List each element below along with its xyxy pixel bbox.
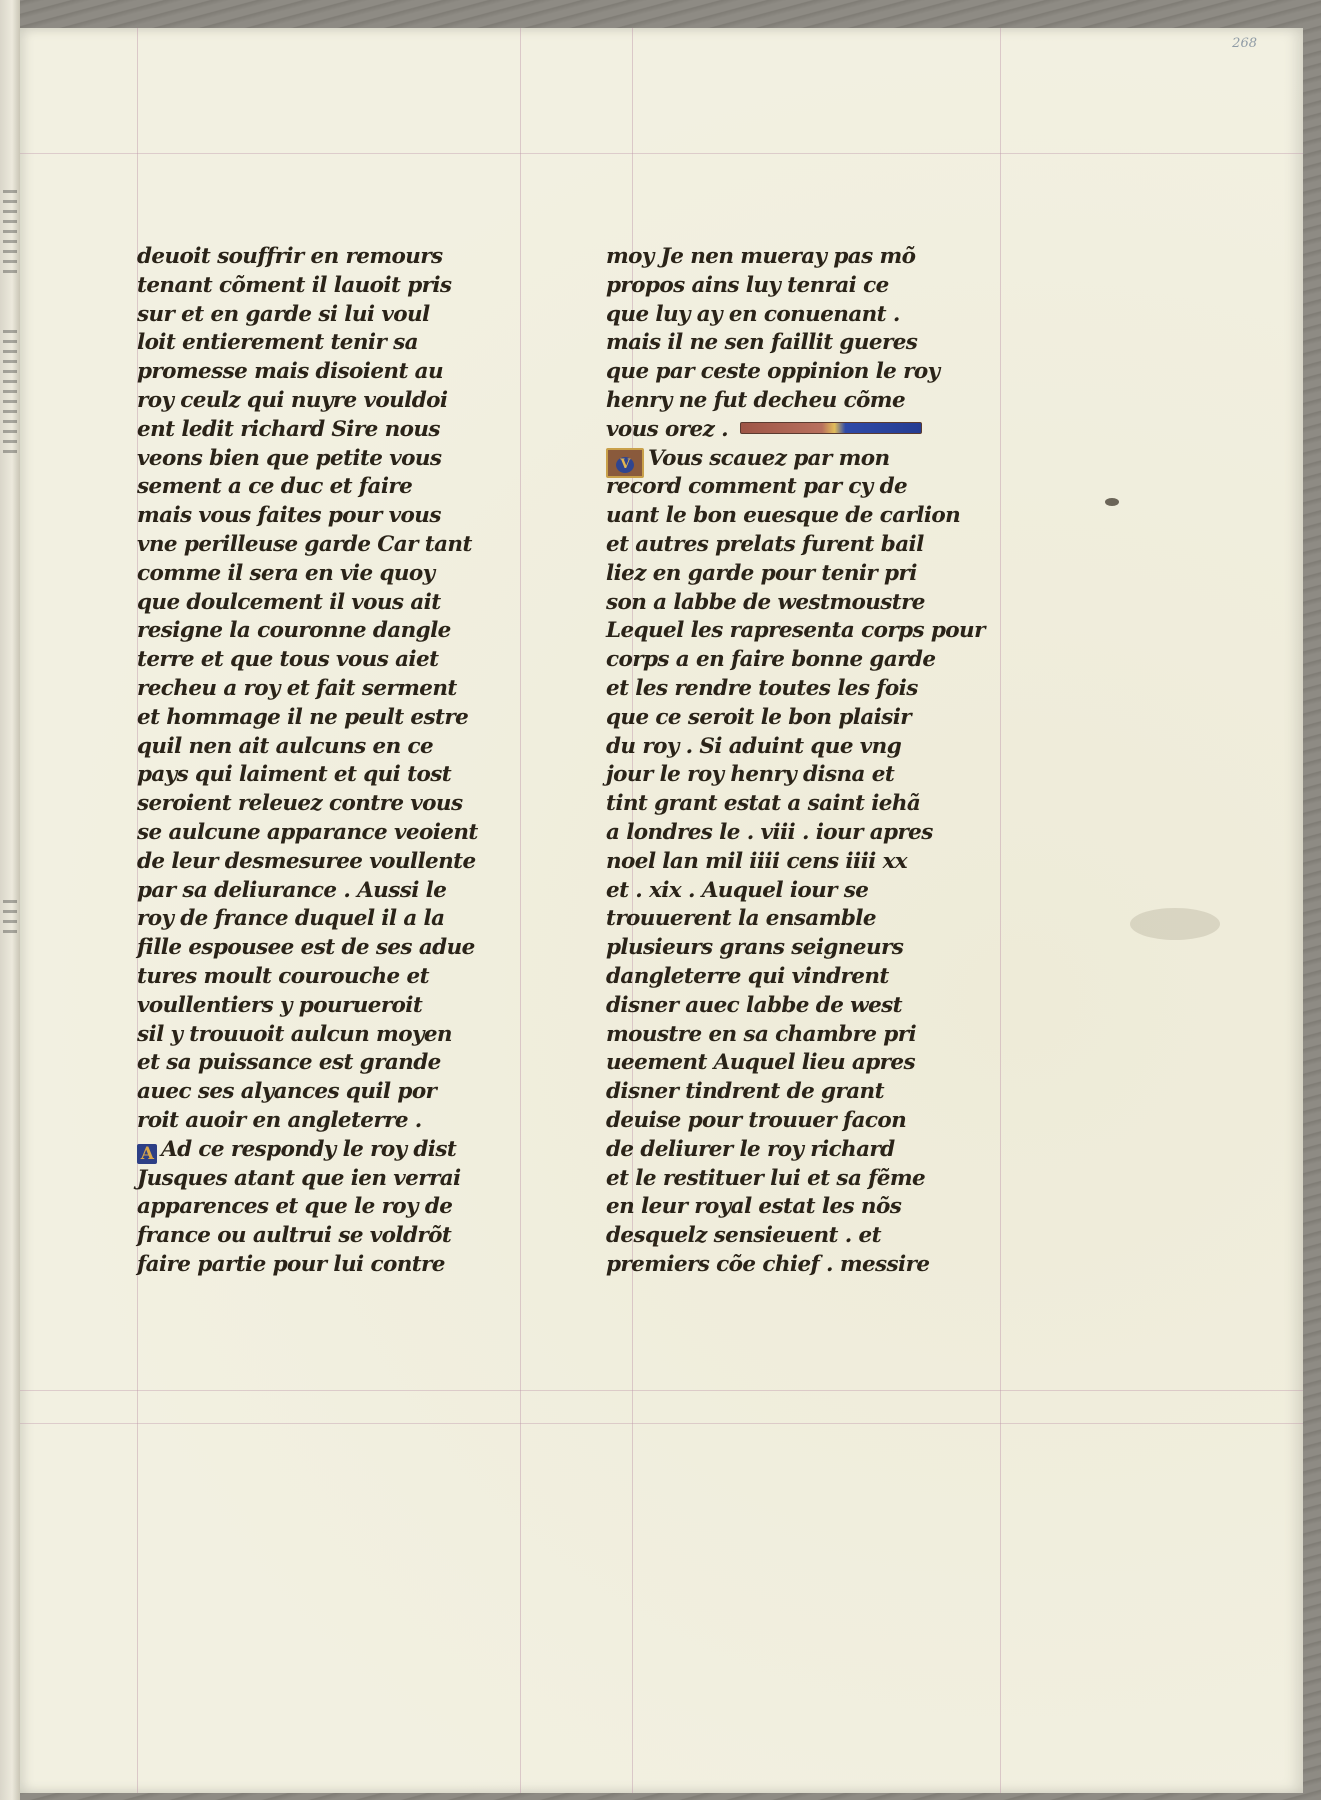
line-text: ent ledit richard Sire nous [137, 416, 440, 442]
manuscript-line [606, 848, 1006, 877]
manuscript-line [606, 761, 1006, 790]
line-text: roit auoir en angleterre . [137, 1107, 422, 1133]
manuscript-line [606, 502, 1006, 531]
manuscript-line [137, 329, 537, 358]
manuscript-line [606, 675, 1006, 704]
manuscript-line [606, 1251, 1006, 1280]
line-text: promesse mais disoient au [137, 359, 444, 385]
manuscript-line [137, 1136, 537, 1165]
line-text: seroient releuez contre vous [137, 791, 463, 817]
line-text: faire partie pour lui contre [137, 1251, 445, 1277]
line-text: voullentiers y pourueroit [137, 992, 423, 1018]
line-text: que doulcement il vous ait [137, 589, 441, 615]
manuscript-line [606, 358, 1006, 387]
line-text: jour le roy henry disna et [606, 762, 895, 788]
line-text: france ou aultrui se voldrõt [137, 1223, 452, 1249]
line-text: mais il ne sen faillit gueres [606, 330, 918, 356]
manuscript-line [606, 329, 1006, 358]
line-text: premiers cõe chief . messire [606, 1251, 930, 1277]
manuscript-line [606, 1193, 1006, 1222]
line-text: ueement Auquel lieu apres [606, 1050, 915, 1076]
manuscript-line [137, 992, 537, 1021]
illuminated-initial: V [606, 448, 644, 478]
line-text: plusieurs grans seigneurs [606, 935, 904, 961]
line-text: deuise pour trouuer facon [606, 1107, 907, 1133]
bleed-through-text [3, 900, 17, 940]
line-text: fille espousee est de ses adue [137, 935, 475, 961]
line-text: quil nen ait aulcuns en ce [137, 733, 434, 759]
manuscript-line [606, 646, 1006, 675]
line-text: et hommage il ne peult estre [137, 704, 469, 730]
line-text: mais vous faites pour vous [137, 503, 441, 529]
line-text: se aulcune apparance veoient [137, 819, 478, 845]
line-text: Lequel les rapresenta corps pour [606, 618, 985, 644]
manuscript-line [606, 1021, 1006, 1050]
line-text: en leur royal estat les nõs [606, 1194, 902, 1220]
manuscript-line [137, 243, 537, 272]
manuscript-line [137, 675, 537, 704]
manuscript-line [606, 473, 1006, 502]
manuscript-line [137, 1078, 537, 1107]
line-text: que ce seroit le bon plaisir [606, 704, 912, 730]
manuscript-line [137, 416, 537, 445]
manuscript-line [606, 1078, 1006, 1107]
manuscript-line [606, 1165, 1006, 1194]
manuscript-line [137, 1107, 537, 1136]
ruling-line-horizontal [20, 1390, 1303, 1391]
manuscript-line [137, 819, 537, 848]
ruling-line-horizontal [20, 153, 1303, 154]
line-text: uant le bon euesque de carlion [606, 503, 961, 529]
line-text: a londres le . viii . iour apres [606, 819, 933, 845]
line-text: moy Je nen mueray pas mõ [606, 244, 916, 269]
text-column-right [606, 243, 1006, 1280]
manuscript-line [137, 905, 537, 934]
line-text: tint grant estat a saint iehã [606, 791, 921, 817]
line-text: liez en garde pour tenir pri [606, 560, 917, 586]
line-text: roy ceulz qui nuyre vouldoi [137, 387, 448, 413]
line-text: tenant cõment il lauoit pris [137, 272, 452, 298]
line-text: henry ne fut decheu cõme [606, 387, 906, 413]
manuscript-line [137, 272, 537, 301]
manuscript-line [137, 877, 537, 906]
manuscript-line [606, 733, 1006, 762]
line-text: que luy ay en conuenant . [606, 301, 900, 327]
manuscript-line [137, 848, 537, 877]
manuscript-line [606, 560, 1006, 589]
stain-mark [1130, 908, 1220, 940]
line-text: et autres prelats furent bail [606, 531, 924, 557]
line-text: moustre en sa chambre pri [606, 1021, 917, 1047]
manuscript-line [137, 790, 537, 819]
manuscript-line [137, 934, 537, 963]
line-text: sil y trouuoit aulcun moyen [137, 1021, 452, 1047]
manuscript-line [137, 1251, 537, 1280]
decorative-line-filler [740, 422, 922, 434]
bleed-through-text [3, 330, 17, 460]
manuscript-line [137, 445, 537, 474]
text-column-left [137, 243, 537, 1280]
manuscript-line [137, 646, 537, 675]
manuscript-line [137, 473, 537, 502]
manuscript-line [137, 1165, 537, 1194]
manuscript-line [137, 560, 537, 589]
manuscript-line [137, 733, 537, 762]
manuscript-line [137, 617, 537, 646]
manuscript-line [137, 1049, 537, 1078]
line-text: resigne la couronne dangle [137, 618, 451, 644]
manuscript-line [606, 934, 1006, 963]
manuscript-line [137, 358, 537, 387]
manuscript-line [606, 531, 1006, 560]
line-text: tures moult courouche et [137, 963, 429, 989]
line-text: terre et que tous vous aiet [137, 647, 439, 673]
line-text: et sa puissance est grande [137, 1050, 441, 1076]
line-text: apparences et que le roy de [137, 1194, 453, 1220]
manuscript-line [606, 790, 1006, 819]
line-text: comme il sera en vie quoy [137, 560, 435, 586]
manuscript-line [137, 963, 537, 992]
manuscript-line [137, 1021, 537, 1050]
line-text: et le restituer lui et sa fẽme [606, 1165, 926, 1191]
line-text: deuoit souffrir en remours [137, 244, 443, 269]
line-text: sement a ce duc et faire [137, 474, 413, 500]
manuscript-line [606, 819, 1006, 848]
line-text: auec ses alyances quil por [137, 1079, 437, 1105]
manuscript-line [137, 704, 537, 733]
manuscript-line [606, 963, 1006, 992]
folio-number: 268 [1232, 36, 1257, 51]
manuscript-line [606, 416, 1006, 445]
manuscript-line [606, 1222, 1006, 1251]
manuscript-line [137, 502, 537, 531]
manuscript-line [606, 445, 1006, 474]
line-text: loit entierement tenir sa [137, 330, 418, 356]
line-text: record comment par cy de [606, 474, 908, 500]
previous-leaf-edge [0, 0, 20, 1800]
manuscript-line [606, 272, 1006, 301]
ruling-line-horizontal [20, 1423, 1303, 1424]
line-text: du roy . Si aduint que vng [606, 733, 902, 759]
ink-spot [1105, 498, 1119, 506]
manuscript-line [137, 589, 537, 618]
manuscript-line [137, 387, 537, 416]
manuscript-line [606, 1136, 1006, 1165]
bleed-through-text [3, 190, 17, 280]
manuscript-line [137, 761, 537, 790]
line-text: Jusques atant que ien verrai [137, 1165, 461, 1191]
line-text: par sa deliurance . Aussi le [137, 877, 447, 903]
line-text: veons bien que petite vous [137, 445, 442, 471]
line-text: noel lan mil iiii cens iiii xx [606, 848, 908, 874]
line-text: de deliurer le roy richard [606, 1136, 895, 1162]
manuscript-line [606, 704, 1006, 733]
line-text: son a labbe de westmoustre [606, 589, 925, 615]
line-text: Ad ce respondy le roy dist [161, 1136, 457, 1162]
line-text: roy de france duquel il a la [137, 906, 445, 932]
line-text: sur et en garde si lui voul [137, 301, 430, 327]
manuscript-line [137, 1193, 537, 1222]
manuscript-line [606, 387, 1006, 416]
line-text: Vous scauez par mon [648, 445, 890, 471]
line-text: propos ains luy tenrai ce [606, 272, 889, 298]
line-text: corps a en faire bonne garde [606, 647, 936, 673]
manuscript-line [137, 1222, 537, 1251]
line-text: et . xix . Auquel iour se [606, 877, 869, 903]
manuscript-line [606, 589, 1006, 618]
line-text: desquelz sensieuent . et [606, 1223, 881, 1249]
line-text: de leur desmesuree voullente [137, 848, 476, 874]
illuminated-initial: A [137, 1144, 157, 1164]
line-text: vous orez . [606, 416, 728, 442]
line-text: et les rendre toutes les fois [606, 675, 918, 701]
manuscript-line [606, 992, 1006, 1021]
manuscript-line [606, 905, 1006, 934]
line-text: vne perilleuse garde Car tant [137, 531, 472, 557]
line-text: dangleterre qui vindrent [606, 963, 889, 989]
manuscript-line [606, 1107, 1006, 1136]
manuscript-line [606, 1049, 1006, 1078]
manuscript-line [137, 531, 537, 560]
line-text: que par ceste oppinion le roy [606, 359, 940, 385]
manuscript-line [606, 877, 1006, 906]
line-text: disner auec labbe de west [606, 992, 902, 1018]
manuscript-line [606, 243, 1006, 272]
line-text: recheu a roy et fait serment [137, 675, 457, 701]
manuscript-line [137, 301, 537, 330]
line-text: disner tindrent de grant [606, 1079, 884, 1105]
manuscript-line [606, 301, 1006, 330]
line-text: trouuerent la ensamble [606, 906, 876, 932]
manuscript-line [606, 617, 1006, 646]
line-text: pays qui laiment et qui tost [137, 762, 452, 788]
